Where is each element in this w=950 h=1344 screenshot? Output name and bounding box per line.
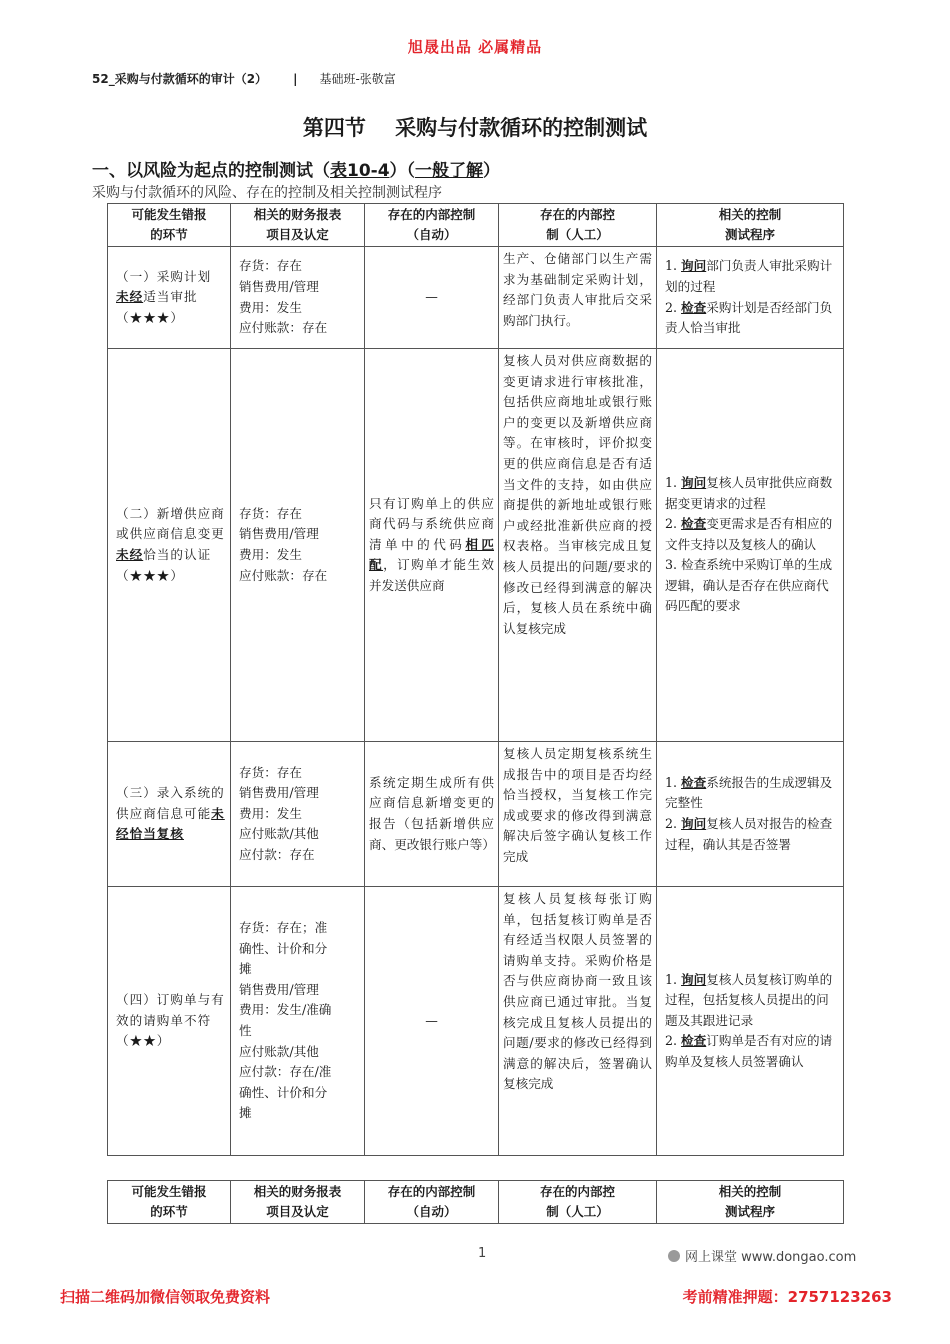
- col-header-auto-control: 存在的内部控制 （自动）: [365, 1181, 499, 1224]
- subsection-suffix: ）: [483, 161, 501, 181]
- col-header-items: 相关的财务报表 项目及认定: [231, 204, 365, 247]
- items-cell: 存货：存在 销售费用/管理 费用：发生 应付账款/其他 应付款：存在: [231, 742, 365, 887]
- course-title: 52_采购与付款循环的审计（2）: [92, 72, 268, 86]
- table-row: [108, 887, 844, 1156]
- table-caption: 采购与付款循环的风险、存在的控制及相关控制测试程序: [92, 185, 442, 201]
- risk-cell: （三）录入系统的供应商信息可能未经恰当复核: [108, 742, 231, 887]
- col-header-risk: 可能发生错报 的环节: [108, 204, 231, 247]
- table-row: [108, 742, 844, 887]
- risk-cell: （二）新增供应商或供应商信息变更未经恰当的认证（★★★）: [108, 349, 231, 742]
- table-header-row: [108, 1181, 844, 1224]
- auto-control-cell: 只有订购单上的供应商代码与系统供应商清单中的代码相匹配，订购单才能生效并发送供应商: [365, 349, 499, 742]
- top-banner: 旭晟出品 必属精品: [407, 38, 543, 56]
- control-test-table: [107, 203, 844, 1156]
- running-header: [92, 70, 396, 87]
- table-header-row: [108, 204, 844, 247]
- items-cell: 存货：存在；准 确性、计价和分 摊 销售费用/管理 费用：发生/准确 性 应付账款/其他 应付款：存在/准 确性、计价和分 摊: [231, 887, 365, 1156]
- importance-note: 一般了解: [415, 161, 484, 181]
- items-cell: 存货：存在 销售费用/管理 费用：发生 应付账款：存在: [231, 247, 365, 349]
- test-procedure-cell: 1. 询问复核人员审批供应商数据变更请求的过程 2. 检查变更需求是否有相应的文件支持以及复核人的确认 3. 检查系统中采购订单的生成逻辑，确认是否存在供应商代码匹配的要求: [657, 349, 844, 742]
- page-number: 1: [478, 1246, 487, 1261]
- risk-cell: （一）采购计划 未经适当审批 （★★★）: [108, 247, 231, 349]
- items-cell: 存货：存在 销售费用/管理 费用：发生 应付账款：存在: [231, 349, 365, 742]
- brand-mark: 网上课堂 www.dongao.com: [668, 1246, 856, 1265]
- section-title: 第四节 采购与付款循环的控制测试: [302, 116, 648, 140]
- test-procedure-cell: 1. 询问复核人员复核订购单的过程，包括复核人员提出的问题及其跟进记录 2. 检查订购单是否有对应的请购单及复核人员签署确认: [657, 887, 844, 1156]
- table-reference: 表10-4: [330, 161, 390, 181]
- continued-table-header: [107, 1180, 844, 1224]
- table-row: [108, 349, 844, 742]
- col-header-auto-control: 存在的内部控制 （自动）: [365, 204, 499, 247]
- col-header-manual-control: 存在的内部控 制（人工）: [499, 1181, 657, 1224]
- auto-control-cell: —: [365, 887, 499, 1156]
- test-procedure-cell: 1. 询问部门负责人审批采购计划的过程 2. 检查采购计划是否经部门负责人恰当审批: [657, 247, 844, 349]
- footer-promo-left: 扫描二维码加微信领取免费资料: [60, 1288, 271, 1306]
- manual-control-cell: 生产、仓储部门以生产需求为基础制定采购计划，经部门负责人审批后交采购部门执行。: [499, 247, 657, 349]
- manual-control-cell: 复核人员复核每张订购单，包括复核订购单是否有经适当权限人员签署的请购单支持。采购价格是否与供应商协商一致且该供应商已通过审批。当复核完成且复核人员提出的问题/要求的修改已经得到满意的解决后，签署确认复核完成: [499, 887, 657, 1156]
- manual-control-cell: 复核人员对供应商数据的变更请求进行审核批准，包括供应商地址或银行账户的变更以及新增供应商等。在审核时，评价拟变更的供应商信息是否有适当文件的支持，如由供应商提供的新地址或银行账户或经批准新供应商的授权表格。当审核完成且复核人员提出的问题/要求的修改已经得到满意的解决后，复核人员在系统中确认复核完成: [499, 349, 657, 742]
- footer-promo-right: 考前精准押题：2757123263: [682, 1288, 892, 1306]
- table-row: [108, 247, 844, 349]
- col-header-items: 相关的财务报表 项目及认定: [231, 1181, 365, 1224]
- auto-control-cell: —: [365, 247, 499, 349]
- risk-cell: （四）订购单与有效的请购单不符（★★）: [108, 887, 231, 1156]
- class-name: 基础班-张敬富: [319, 72, 396, 86]
- manual-control-cell: 复核人员定期复核系统生成报告中的项目是否均经恰当授权，当复核工作完成或要求的修改得到满意解决后签字确认复核工作完成: [499, 742, 657, 887]
- subsection-heading: [92, 156, 500, 181]
- col-header-test-procedure: 相关的控制 测试程序: [657, 1181, 844, 1224]
- brand-logo-icon: [668, 1250, 680, 1262]
- auto-control-cell: 系统定期生成所有供应商信息新增变更的报告（包括新增供应商、更改银行账户等）: [365, 742, 499, 887]
- header-separator: |: [293, 72, 298, 86]
- subsection-prefix: 一、以风险为起点的控制测试（: [92, 161, 330, 181]
- col-header-test-procedure: 相关的控制 测试程序: [657, 204, 844, 247]
- test-procedure-cell: 1. 检查系统报告的生成逻辑及完整性 2. 询问复核人员对报告的检查过程，确认其是否签署: [657, 742, 844, 887]
- subsection-mid: ）（: [389, 161, 416, 181]
- col-header-risk: 可能发生错报 的环节: [108, 1181, 231, 1224]
- col-header-manual-control: 存在的内部控 制（人工）: [499, 204, 657, 247]
